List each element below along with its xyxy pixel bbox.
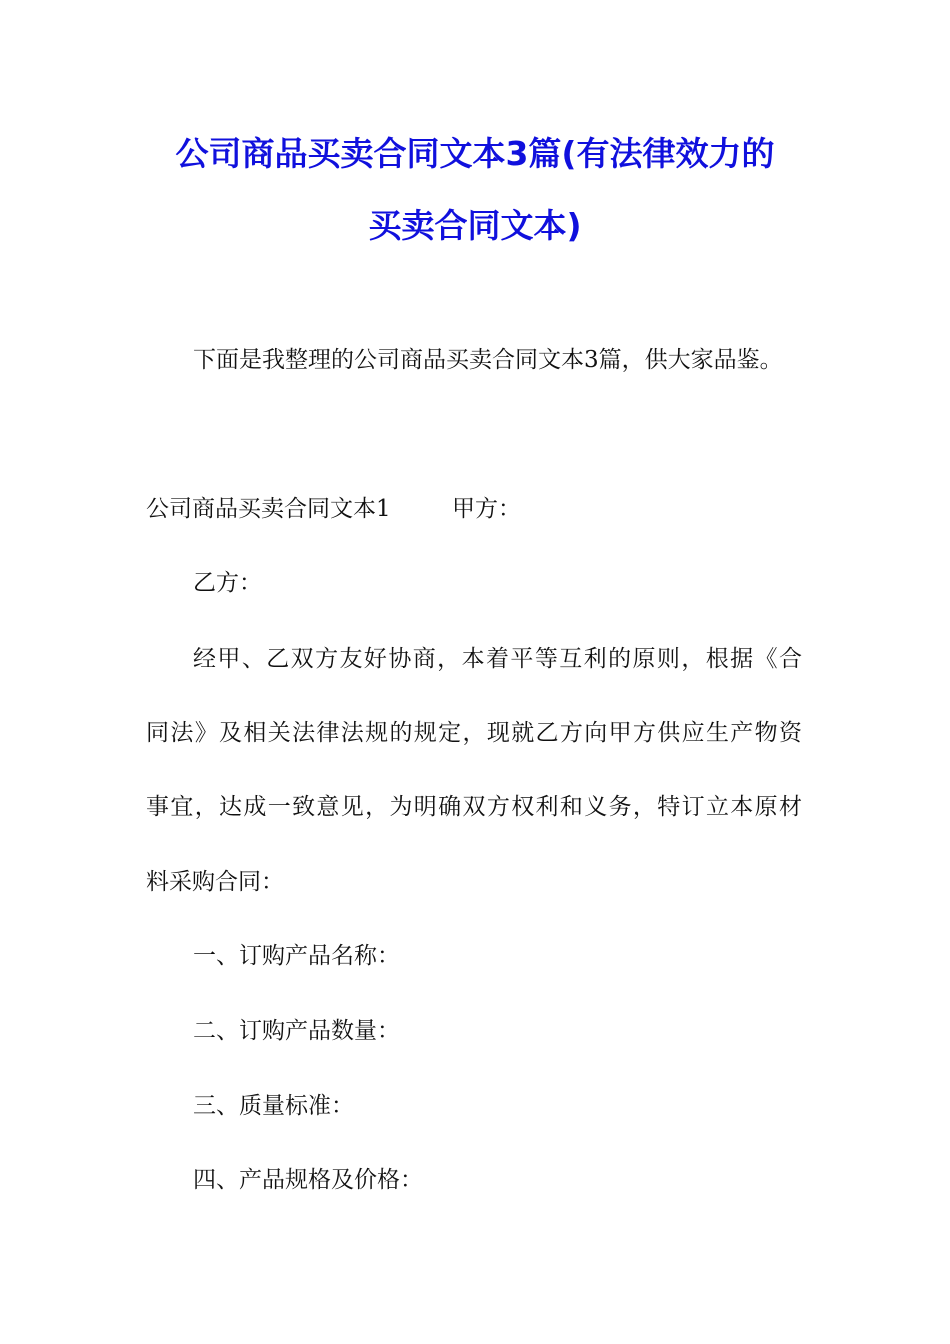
paragraph-line-1: 经甲、乙双方友好协商，本着平等互利的原则，根据《合 [193, 646, 802, 672]
list-item: 一、订购产品名称： [193, 943, 400, 969]
document-title-line-1: 公司商品买卖合同文本3篇(有法律效力的 [175, 134, 775, 173]
intro-paragraph: 下面是我整理的公司商品买卖合同文本3篇，供大家品鉴。 [193, 347, 783, 373]
section-heading: 公司商品买卖合同文本1 [146, 496, 391, 522]
party-b-label: 乙方： [193, 570, 262, 596]
paragraph-line-4: 料采购合同： [146, 869, 284, 895]
paragraph-line-2: 同法》及相关法律法规的规定，现就乙方向甲方供应生产物资 [146, 720, 802, 746]
party-a-label: 甲方： [452, 496, 521, 522]
list-item: 三、质量标准： [193, 1093, 354, 1119]
list-item: 四、产品规格及价格： [193, 1167, 423, 1193]
list-item: 二、订购产品数量： [193, 1018, 400, 1044]
paragraph-line-3: 事宜，达成一致意见，为明确双方权利和义务，特订立本原材 [146, 794, 802, 820]
document-title-line-2: 买卖合同文本) [368, 206, 582, 245]
